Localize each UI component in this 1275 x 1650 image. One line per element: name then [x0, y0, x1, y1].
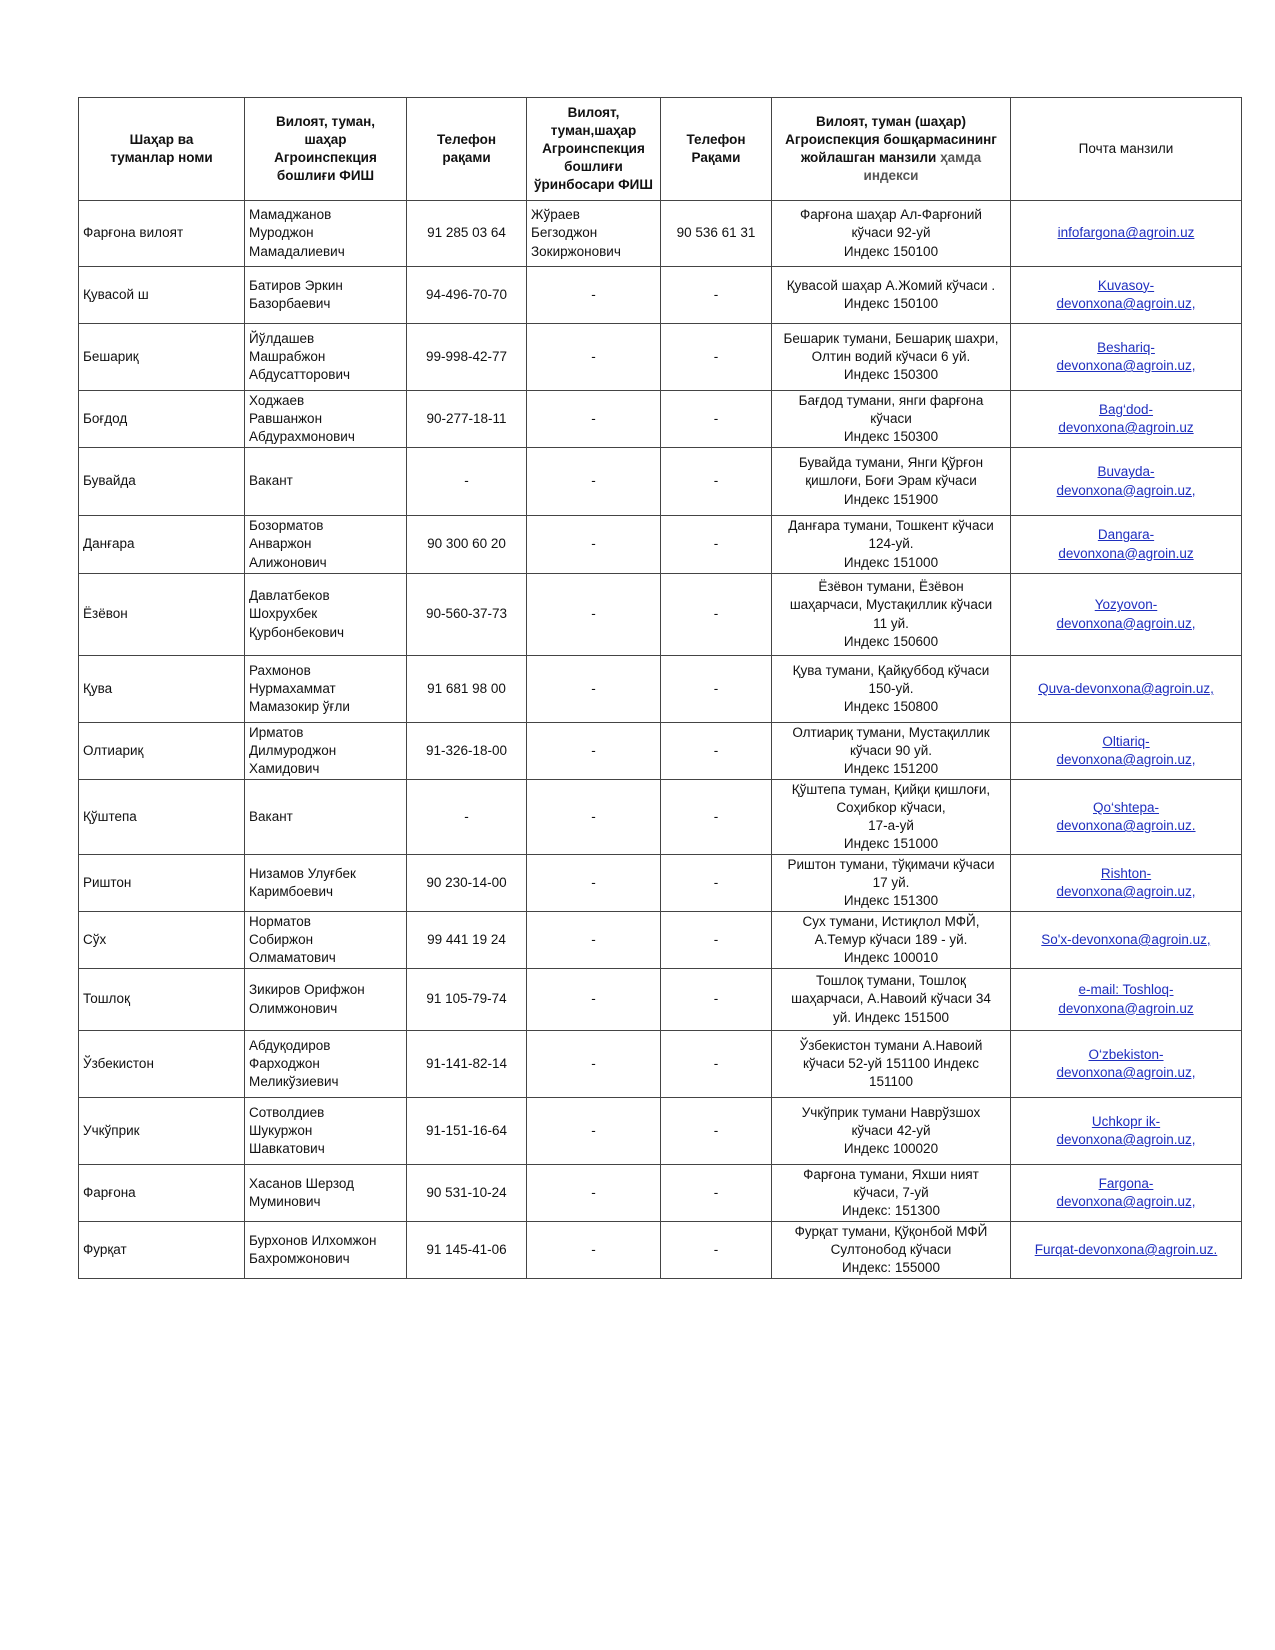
deputy-phone-cell: -: [661, 448, 772, 516]
head-name-cell: Йўлдашев Машрабжон Абдусатторович: [245, 324, 407, 391]
phone-cell: 90-560-37-73: [407, 574, 527, 656]
table-row: [79, 656, 1242, 723]
header-address: [772, 98, 1011, 201]
head-name-cell: Хасанов Шерзод Муминович: [245, 1165, 407, 1222]
email-cell: [1011, 324, 1242, 391]
email-cell: [1011, 1165, 1242, 1222]
head-name-cell: Вакант: [245, 448, 407, 516]
head-name-cell: Вакант: [245, 780, 407, 855]
city-cell: Олтиариқ: [79, 723, 245, 780]
header-city: [79, 98, 245, 201]
address-cell: Фарғона тумани, Яхши ният кўчаси, 7-уй Индекс: 151300: [772, 1165, 1011, 1222]
city-cell: Фарғона вилоят: [79, 201, 245, 267]
head-name-cell: Мамаджанов Муроджон Мамадалиевич: [245, 201, 407, 267]
deputy-name-cell: Жўраев Бегзоджон Зокиржонович: [527, 201, 661, 267]
header-head-text: Вилоят, туман, шаҳар Агроинспекция бошлиғи ФИШ: [274, 114, 377, 183]
city-cell: Учкўприк: [79, 1098, 245, 1165]
address-cell: Қувасой шаҳар А.Жомий кўчаси . Индекс 150100: [772, 267, 1011, 324]
deputy-name-cell: -: [527, 1098, 661, 1165]
phone-cell: 99-998-42-77: [407, 324, 527, 391]
address-cell: Олтиариқ тумани, Мустақиллик кўчаси 90 уй. Индекс 151200: [772, 723, 1011, 780]
deputy-phone-cell: -: [661, 780, 772, 855]
address-cell: Сух тумани, Истиқлол МФЙ, А.Темур кўчаси 189 - уй. Индекс 100010: [772, 912, 1011, 969]
email-cell: [1011, 723, 1242, 780]
address-cell: Фарғона шаҳар Ал-Фарғоний кўчаси 92-уй Индекс 150100: [772, 201, 1011, 267]
deputy-phone-cell: -: [661, 1165, 772, 1222]
header-deputy: [527, 98, 661, 201]
deputy-phone-cell: -: [661, 723, 772, 780]
table-row: [79, 391, 1242, 448]
header-deputy-text: Вилоят, туман,шаҳар Агроинспекция бошлиғи ўринбосари ФИШ: [534, 105, 653, 192]
deputy-name-cell: -: [527, 969, 661, 1031]
deputy-phone-cell: -: [661, 1222, 772, 1279]
deputy-phone-cell: -: [661, 912, 772, 969]
email-cell: [1011, 1222, 1242, 1279]
table-row: [79, 1222, 1242, 1279]
header-email-text: Почта манзили: [1078, 141, 1174, 157]
deputy-phone-cell: -: [661, 516, 772, 574]
deputy-name-cell: -: [527, 448, 661, 516]
email-link[interactable]: Quva-devonxona@agroin.uz,: [1038, 680, 1214, 696]
city-cell: Тошлоқ: [79, 969, 245, 1031]
phone-cell: 90-277-18-11: [407, 391, 527, 448]
head-name-cell: Давлатбеков Шохрухбек Қурбонбекович: [245, 574, 407, 656]
phone-cell: 91 105-79-74: [407, 969, 527, 1031]
email-link[interactable]: Bag‘dod- devonxona@agroin.uz: [1058, 401, 1194, 435]
header-address-index-text: ҳамда индекси: [863, 150, 982, 183]
head-name-cell: Рахмонов Нурмахаммат Мамазокир ўғли: [245, 656, 407, 723]
city-cell: Фарғона: [79, 1165, 245, 1222]
table-row: [79, 448, 1242, 516]
email-link[interactable]: Yozyovon- devonxona@agroin.uz,: [1056, 597, 1196, 631]
email-cell: [1011, 574, 1242, 656]
deputy-phone-cell: -: [661, 324, 772, 391]
address-cell: Бешарик тумани, Бешариқ шахри, Олтин водий кўчаси 6 уй. Индекс 150300: [772, 324, 1011, 391]
email-link[interactable]: Oltiariq- devonxona@agroin.uz,: [1056, 733, 1196, 767]
email-link[interactable]: Uchkopr ik- devonxona@agroin.uz,: [1056, 1113, 1196, 1147]
deputy-phone-cell: -: [661, 969, 772, 1031]
deputy-phone-cell: 90 536 61 31: [661, 201, 772, 267]
head-name-cell: Низамов Улуғбек Каримбоевич: [245, 855, 407, 912]
table-row: [79, 1031, 1242, 1098]
header-phone2: [661, 98, 772, 201]
table-row: [79, 723, 1242, 780]
header-phone2-text: Телефон Рақами: [686, 132, 746, 165]
table-row: [79, 1098, 1242, 1165]
city-cell: Қўштепа: [79, 780, 245, 855]
deputy-phone-cell: -: [661, 1031, 772, 1098]
email-link[interactable]: So'x-devonxona@agroin.uz,: [1041, 931, 1211, 947]
header-head: [245, 98, 407, 201]
head-name-cell: Абдуқодиров Фарходжон Меликўзиевич: [245, 1031, 407, 1098]
email-cell: [1011, 267, 1242, 324]
email-link[interactable]: Qo‘shtepa- devonxona@agroin.uz.: [1056, 799, 1196, 833]
address-cell: Бувайда тумани, Янги Қўрғон қишлоғи, Боғи Эрам кўчаси Индекс 151900: [772, 448, 1011, 516]
deputy-name-cell: -: [527, 516, 661, 574]
address-cell: Қўштепа туман, Қийқи қишлоғи, Соҳибкор кўчаси, 17-а-уй Индекс 151000: [772, 780, 1011, 855]
phone-cell: 99 441 19 24: [407, 912, 527, 969]
email-link[interactable]: Beshariq- devonxona@agroin.uz,: [1056, 339, 1196, 373]
table-row: [79, 267, 1242, 324]
email-link[interactable]: Fargona- devonxona@agroin.uz,: [1056, 1175, 1196, 1209]
head-name-cell: Батиров Эркин Базорбаевич: [245, 267, 407, 324]
address-cell: Данғара тумани, Тошкент кўчаси 124-уй. Индекс 151000: [772, 516, 1011, 574]
city-cell: Данғара: [79, 516, 245, 574]
header-city-text: Шаҳар ва туманлар номи: [110, 132, 213, 165]
table-row: [79, 324, 1242, 391]
email-link[interactable]: Furqat-devonxona@agroin.uz.: [1034, 1241, 1218, 1257]
email-cell: [1011, 855, 1242, 912]
email-cell: [1011, 1098, 1242, 1165]
email-cell: [1011, 656, 1242, 723]
city-cell: Ёзёвон: [79, 574, 245, 656]
table-row: [79, 855, 1242, 912]
email-link[interactable]: Buvayda- devonxona@agroin.uz,: [1056, 464, 1196, 498]
email-cell: [1011, 391, 1242, 448]
deputy-name-cell: -: [527, 912, 661, 969]
email-link[interactable]: Dangara- devonxona@agroin.uz: [1058, 527, 1194, 561]
deputy-name-cell: -: [527, 1031, 661, 1098]
phone-cell: 94-496-70-70: [407, 267, 527, 324]
table-row: [79, 912, 1242, 969]
deputy-name-cell: -: [527, 780, 661, 855]
head-name-cell: Ходжаев Равшанжон Абдурахмонович: [245, 391, 407, 448]
email-cell: [1011, 1031, 1242, 1098]
phone-cell: 91-141-82-14: [407, 1031, 527, 1098]
email-cell: [1011, 201, 1242, 267]
deputy-phone-cell: -: [661, 855, 772, 912]
city-cell: Бувайда: [79, 448, 245, 516]
table-row: [79, 516, 1242, 574]
table-row: [79, 1165, 1242, 1222]
city-cell: Бешариқ: [79, 324, 245, 391]
deputy-name-cell: -: [527, 723, 661, 780]
deputy-name-cell: -: [527, 574, 661, 656]
phone-cell: 90 300 60 20: [407, 516, 527, 574]
deputy-name-cell: -: [527, 1165, 661, 1222]
city-cell: Сўх: [79, 912, 245, 969]
city-cell: Риштон: [79, 855, 245, 912]
table-row: [79, 969, 1242, 1031]
email-cell: [1011, 780, 1242, 855]
email-link[interactable]: infofargona@agroin.uz: [1057, 225, 1195, 241]
deputy-phone-cell: -: [661, 656, 772, 723]
email-link[interactable]: O‘zbekiston- devonxona@agroin.uz,: [1056, 1046, 1196, 1080]
head-name-cell: Ирматов Дилмуроджон Хамидович: [245, 723, 407, 780]
head-name-cell: Сотволдиев Шукуржон Шавкатович: [245, 1098, 407, 1165]
phone-cell: 91 681 98 00: [407, 656, 527, 723]
phone-cell: 90 230-14-00: [407, 855, 527, 912]
city-cell: Қува: [79, 656, 245, 723]
deputy-phone-cell: -: [661, 267, 772, 324]
city-cell: Қувасой ш: [79, 267, 245, 324]
deputy-phone-cell: -: [661, 574, 772, 656]
table-row: [79, 574, 1242, 656]
city-cell: Фурқат: [79, 1222, 245, 1279]
head-name-cell: Зикиров Орифжон Олимжонович: [245, 969, 407, 1031]
deputy-name-cell: -: [527, 267, 661, 324]
header-phone-text: Телефон рақами: [436, 132, 497, 165]
city-cell: Боғдод: [79, 391, 245, 448]
email-cell: [1011, 448, 1242, 516]
phone-cell: -: [407, 448, 527, 516]
address-cell: Тошлоқ тумани, Тошлоқ шаҳарчаси, А.Навоий кўчаси 34 уй. Индекс 151500: [772, 969, 1011, 1031]
table-row: [79, 780, 1242, 855]
deputy-name-cell: -: [527, 324, 661, 391]
head-name-cell: Норматов Собиржон Олмаматович: [245, 912, 407, 969]
head-name-cell: Бозорматов Анваржон Алижонович: [245, 516, 407, 574]
email-link[interactable]: Rishton- devonxona@agroin.uz,: [1056, 865, 1196, 899]
address-cell: Фурқат тумани, Қўқонбой МФЙ Султонобод кўчаси Индекс: 155000: [772, 1222, 1011, 1279]
address-cell: Бағдод тумани, янги фарғона кўчаси Индекс 150300: [772, 391, 1011, 448]
phone-cell: -: [407, 780, 527, 855]
address-cell: Ёзёвон тумани, Ёзёвон шаҳарчаси, Мустақиллик кўчаси 11 уй. Индекс 150600: [772, 574, 1011, 656]
address-cell: Ўзбекистон тумани А.Навоий кўчаси 52-уй 151100 Индекс 151100: [772, 1031, 1011, 1098]
head-name-cell: Бурхонов Илхомжон Бахромжонович: [245, 1222, 407, 1279]
agroinspection-table: [78, 97, 1242, 1279]
table-header-row: [79, 98, 1242, 201]
header-phone: [407, 98, 527, 201]
email-link[interactable]: Kuvasoy- devonxona@agroin.uz,: [1056, 277, 1196, 311]
email-cell: [1011, 516, 1242, 574]
table-row: [79, 201, 1242, 267]
deputy-phone-cell: -: [661, 1098, 772, 1165]
deputy-phone-cell: -: [661, 391, 772, 448]
deputy-name-cell: -: [527, 391, 661, 448]
email-link[interactable]: e-mail: Toshloq- devonxona@agroin.uz: [1058, 982, 1194, 1016]
deputy-name-cell: -: [527, 656, 661, 723]
phone-cell: 91 145-41-06: [407, 1222, 527, 1279]
address-cell: Учкўприк тумани Наврўзшох кўчаси 42-уй Индекс 100020: [772, 1098, 1011, 1165]
deputy-name-cell: -: [527, 1222, 661, 1279]
header-email: [1011, 98, 1242, 201]
deputy-name-cell: -: [527, 855, 661, 912]
email-cell: [1011, 912, 1242, 969]
address-cell: Қува тумани, Қайқуббод кўчаси 150-уй. Индекс 150800: [772, 656, 1011, 723]
phone-cell: 91-326-18-00: [407, 723, 527, 780]
phone-cell: 90 531-10-24: [407, 1165, 527, 1222]
city-cell: Ўзбекистон: [79, 1031, 245, 1098]
phone-cell: 91 285 03 64: [407, 201, 527, 267]
phone-cell: 91-151-16-64: [407, 1098, 527, 1165]
header-address-text: Вилоят, туман (шаҳар) Агроиспекция бошқармасининг жойлашган манзили: [785, 114, 997, 165]
address-cell: Риштон тумани, тўқимачи кўчаси 17 уй. Индекс 151300: [772, 855, 1011, 912]
email-cell: [1011, 969, 1242, 1031]
